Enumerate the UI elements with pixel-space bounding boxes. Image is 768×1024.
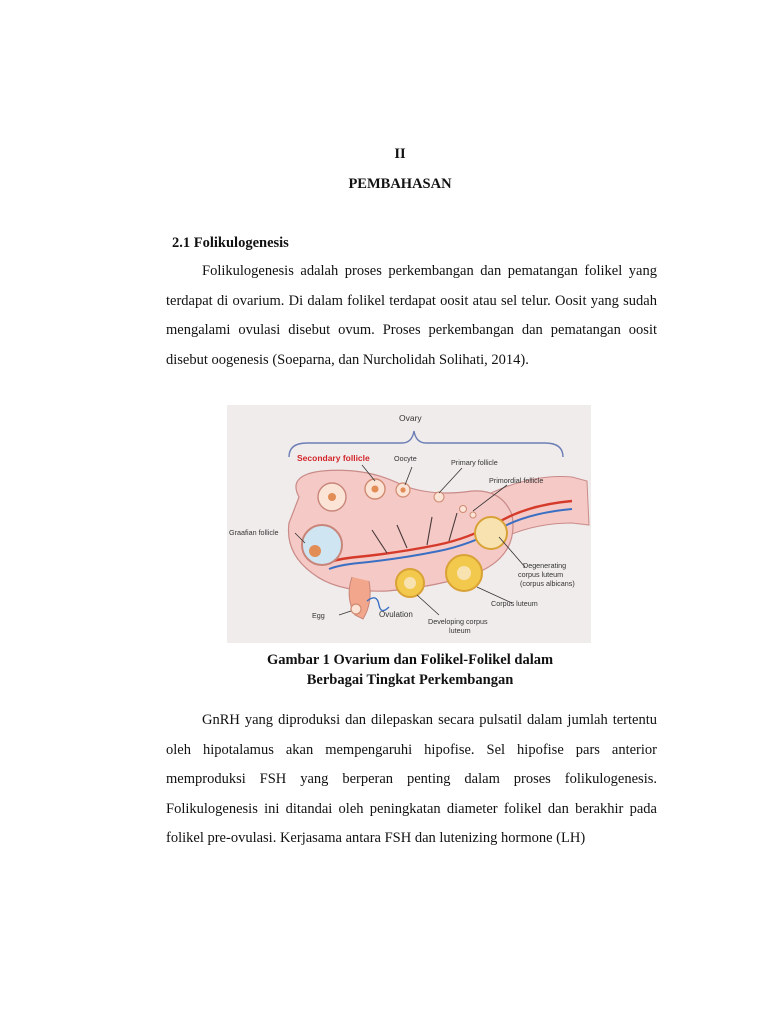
label-degenerating-2: corpus luteum — [518, 570, 564, 579]
caption-line-1: Gambar 1 Ovarium dan Folikel-Folikel dalam — [266, 652, 554, 668]
label-primary-follicle: Primary follicle — [451, 458, 498, 467]
secondary-follicle-oocyte — [372, 486, 379, 493]
oocyte-shape — [400, 487, 405, 492]
primordial-follicle-shape-2 — [470, 512, 476, 518]
section-heading: 2.1 Folikulogenesis — [172, 235, 289, 251]
label-degenerating-3: (corpus albicans) — [520, 579, 575, 588]
ovary-illustration — [227, 405, 591, 643]
label-primordial-follicle: Primordial follicle — [489, 476, 544, 485]
graafian-follicle-oocyte — [309, 545, 321, 557]
paragraph-text: Folikulogenesis adalah proses perkembangan dan pematangan folikel yang terdapat di ovarium. Di dalam folikel terdapat oosit atau sel telur. Oosit yang sudah mengalami ovulasi disebut ovum. Proses perkembangan dan pematangan oosit disebut oogenesis (Soeparna, dan Nurcholidah Solihati, 2014). — [166, 263, 657, 368]
label-developing-1: Developing corpus — [428, 617, 488, 626]
corpus-albicans-shape — [475, 517, 507, 549]
label-ovulation: Ovulation — [379, 610, 413, 619]
paragraph-text: GnRH yang diproduksi dan dilepaskan secara pulsatil dalam jumlah tertentu oleh hipotalamus akan mempengaruhi hipofise. Sel hipofise pars anterior memproduksi FSH yang berperan penting dalam proses folikulogenesis. Folikulogenesis ini ditandai oleh peningkatan diameter folikel dan berakhir pada folikel pre-ovulasi. Kerjasama antara FSH dan lutenizing hormone (LH) — [166, 712, 657, 846]
ovulation-arrow — [367, 598, 389, 611]
paragraph-gnrh — [166, 706, 657, 854]
figure-caption — [160, 650, 660, 690]
label-developing-2: luteum — [449, 626, 471, 635]
graafian-follicle-shape — [302, 525, 342, 565]
primordial-follicle-shape — [460, 506, 467, 513]
label-corpus-luteum: Corpus luteum — [491, 599, 538, 608]
corpus-luteum-core — [457, 566, 471, 580]
secondary-follicle-2-oocyte — [328, 493, 336, 501]
label-secondary-follicle: Secondary follicle — [297, 453, 370, 463]
chapter-title: PEMBAHASAN — [348, 176, 452, 192]
ovary-figure — [227, 405, 591, 643]
label-graafian-follicle: Graafian follicle — [229, 528, 279, 537]
paragraph-folikulogenesis — [166, 257, 657, 375]
label-ovary: Ovary — [399, 413, 422, 423]
caption-line-2: Berbagai Tingkat Perkembangan — [306, 672, 514, 688]
label-egg: Egg — [312, 611, 325, 620]
developing-corpus-luteum-core — [404, 577, 416, 589]
egg-shape — [351, 604, 361, 614]
label-oocyte: Oocyte — [394, 454, 417, 463]
label-degenerating-1: Degenerating — [523, 561, 567, 570]
primary-follicle-shape — [434, 492, 444, 502]
chapter-number: II — [394, 146, 406, 162]
